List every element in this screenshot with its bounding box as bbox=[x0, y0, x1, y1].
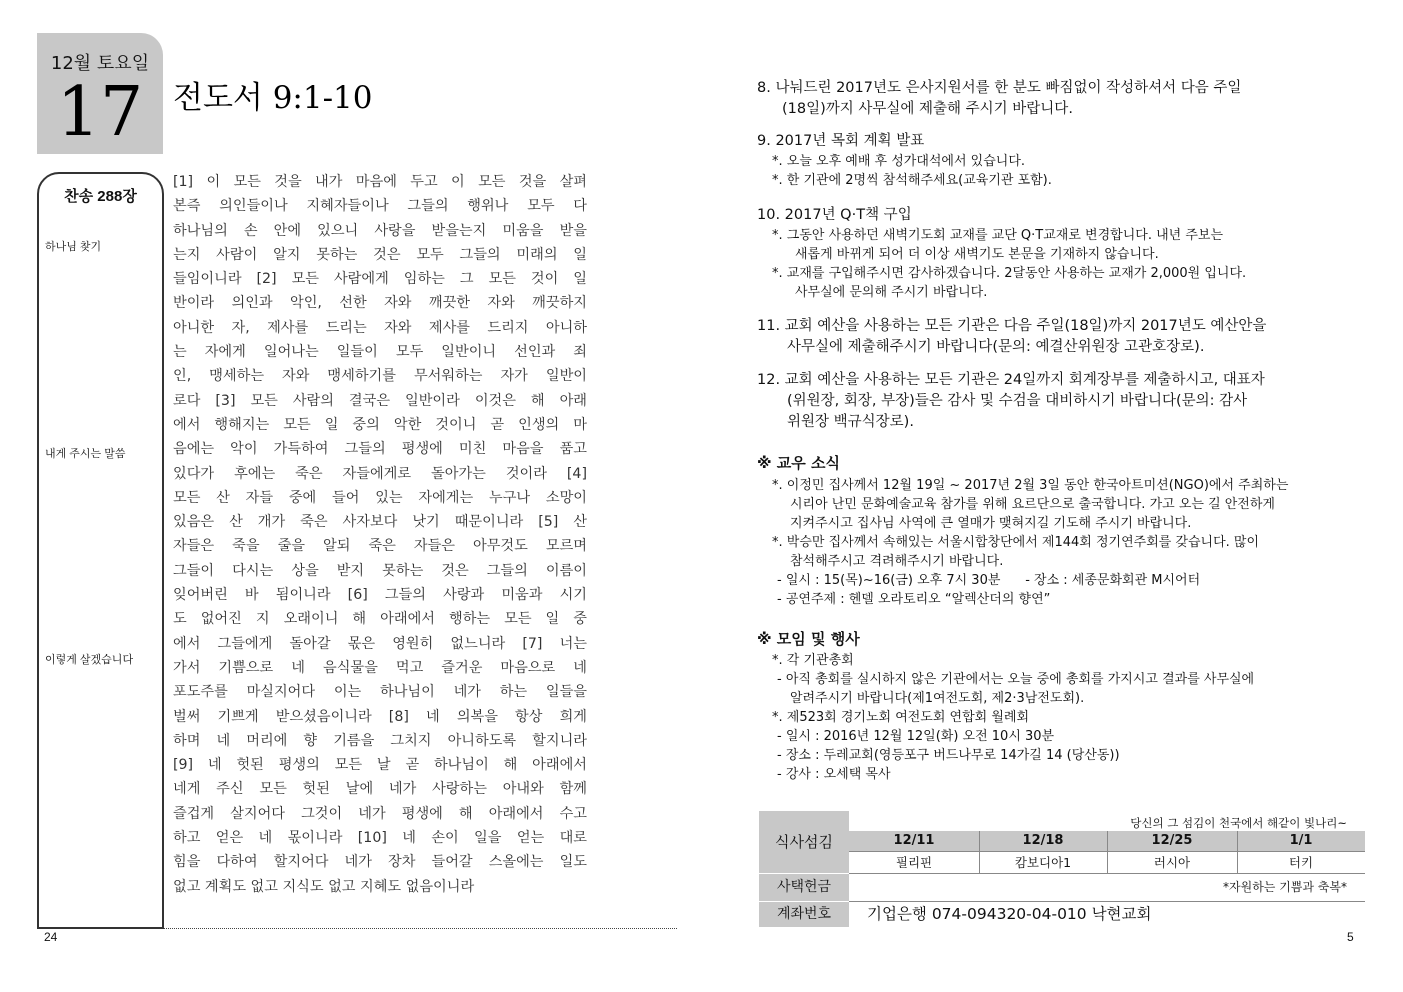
scripture-line: 하며 네 머리에 향 기름을 그치지 아니하도록 할지니라 bbox=[173, 732, 587, 749]
notice-line: 위원장 백규식장로). bbox=[787, 414, 914, 430]
notice-line: 8. 나눠드린 2017년도 은사지원서를 한 분도 빠짐없이 작성하셔서 다음 주일 bbox=[757, 80, 1242, 96]
scripture-line: 벌써 기쁘게 받으셨음이니라 [8] 네 의복을 항상 희게 bbox=[173, 708, 587, 725]
account-label: 계좌번호 bbox=[759, 902, 849, 927]
scripture-line: 잊어버린 바 됨이니라 [6] 그들의 사랑과 미움과 시기 bbox=[173, 587, 587, 604]
scripture-line: 없고 계획도 없고 지식도 없고 지혜도 없음이니라 bbox=[173, 878, 475, 895]
news-line: - 일시 : 15(목)~16(금) 오후 7시 30분 - 장소 : 세종문화회관 M시어터 bbox=[777, 573, 1201, 588]
scripture-line: 포도주를 마실지어다 이는 하나님이 네가 하는 일들을 bbox=[173, 684, 587, 701]
date-tab bbox=[37, 33, 163, 154]
table-rule bbox=[979, 831, 980, 873]
news-line: 참석해주시고 격려해주시기 바랍니다. bbox=[790, 554, 1004, 569]
news-line: *. 이정민 집사께서 12월 19일 ~ 2017년 2월 3일 동안 한국아트미션(NGO)에서 주최하는 bbox=[772, 478, 1289, 493]
side-label-word-for-me: 내게 주시는 말씀 bbox=[45, 448, 126, 460]
date-cell: 12/25 bbox=[1107, 831, 1237, 851]
scripture-line: 본즉 의인들이나 지혜자들이나 그들의 행위나 모두 다 bbox=[173, 198, 587, 215]
news-line: - 공연주제 : 헨델 오라토리오 “알렉산더의 향연” bbox=[777, 592, 1051, 607]
scripture-line: 하나님의 손 안에 있으니 사랑을 받을는지 미움을 받을 bbox=[173, 222, 587, 239]
notice-item-10 bbox=[757, 205, 1246, 302]
country-cell: 캄보디아1 bbox=[1014, 855, 1072, 870]
page-number-right: 5 bbox=[1347, 930, 1354, 944]
scripture-line: 반이라 의인과 악인, 선한 자와 깨끗한 자와 깨끗하지 bbox=[173, 295, 587, 312]
notice-line: *. 교재를 구입해주시면 감사하겠습니다. 2달동안 사용하는 교재가 2,000원 입니다. bbox=[772, 266, 1247, 281]
notice-line: *. 한 기관에 2명씩 참석해주세요(교육기관 포함). bbox=[772, 173, 1052, 188]
service-info-table bbox=[759, 811, 1365, 927]
scripture-line: 그들이 다시는 상을 받지 못하는 것은 그들의 이름이 bbox=[173, 562, 587, 579]
country-cell: 터키 bbox=[1288, 855, 1314, 870]
scripture-line: 힘을 다하여 할지어다 네가 장차 들어갈 스올에는 일도 bbox=[173, 854, 587, 871]
notice-line: 11. 교회 예산을 사용하는 모든 기관은 다음 주일(18일)까지 2017년도 예산안을 bbox=[757, 318, 1267, 334]
event-line: - 아직 총회를 실시하지 않은 기관에서는 오늘 중에 총회를 가지시고 결과를 사무실에 bbox=[777, 672, 1255, 687]
scripture-line: 자들은 죽을 줄을 알되 죽은 자들은 아무것도 모르며 bbox=[173, 538, 587, 555]
scripture-line: 로다 [3] 모든 사람의 결국은 일반이라 이것은 해 아래 bbox=[173, 392, 587, 409]
scripture-line: 네게 주신 모든 헛된 날에 네가 사랑하는 아내와 함께 bbox=[173, 781, 587, 798]
notice-item-11 bbox=[757, 316, 1266, 358]
side-label-how-to-live: 이렇게 살겠습니다 bbox=[45, 654, 134, 666]
scripture-line: 있음은 산 개가 죽은 사자보다 낫기 때문이니라 [5] 산 bbox=[173, 514, 587, 531]
notice-line: *. 그동안 사용하던 새벽기도회 교재를 교단 Q·T교재로 변경합니다. 내년 주보는 bbox=[772, 228, 1224, 243]
scripture-line: 모든 산 자들 중에 들어 있는 자에게는 누구나 소망이 bbox=[173, 489, 587, 506]
notice-line: 사무실에 제출해주시기 바랍니다(문의: 예결산위원장 고관호장로). bbox=[787, 339, 1205, 355]
news-line: 지켜주시고 집사님 사역에 큰 열매가 맺혀지길 기도해 주시기 바랍니다. bbox=[790, 516, 1192, 531]
notice-line: *. 오늘 오후 예배 후 성가대석에서 있습니다. bbox=[772, 154, 1026, 169]
scripture-line: 는 자에게 일어나는 일들이 모두 일반이니 선인과 죄 bbox=[173, 344, 587, 361]
notice-line: 사무실에 문의해 주시기 바랍니다. bbox=[795, 285, 988, 300]
notice-item-12 bbox=[757, 370, 1265, 433]
house-offering-label: 사택헌금 bbox=[759, 874, 849, 901]
account-number: 기업은행 074-094320-04-010 낙현교회 bbox=[867, 905, 1152, 923]
event-line: - 장소 : 두레교회(영등포구 버드나무로 14가길 14 (당산동)) bbox=[777, 748, 1120, 763]
scripture-line: 음에는 악이 가득하여 그들의 평생에 미친 마음을 품고 bbox=[173, 441, 587, 458]
scripture-line: 도 없어진 지 오래이니 해 아래에서 행하는 모든 일 중 bbox=[173, 611, 587, 628]
scripture-line: 가서 기쁨으로 네 음식물을 먹고 즐거운 마음으로 네 bbox=[173, 659, 587, 676]
hymn-number: 찬송 288장 bbox=[64, 188, 137, 205]
event-line: 알려주시기 바랍니다(제1여전도회, 제2·3남전도회). bbox=[790, 691, 1085, 706]
news-line: *. 박승만 집사께서 속해있는 서울시합창단에서 제144회 정기연주회를 갖습니다. 많이 bbox=[772, 535, 1260, 550]
page-divider bbox=[164, 928, 677, 929]
notice-line: 12. 교회 예산을 사용하는 모든 기관은 24일까지 회계장부를 제출하시고, 대표자 bbox=[757, 372, 1265, 388]
date-cell: 12/18 bbox=[979, 831, 1107, 851]
news-line: 시리아 난민 문화예술교육 참가를 위해 요르단으로 출국합니다. 가고 오는 길 안전하게 bbox=[790, 497, 1275, 512]
notice-item-9 bbox=[757, 131, 1052, 190]
side-label-seek-god: 하나님 찾기 bbox=[45, 241, 102, 253]
scripture-line: 아니한 자, 제사를 드리는 자와 제사를 드리지 아니하 bbox=[173, 319, 587, 336]
scripture-text bbox=[173, 170, 587, 899]
notice-title: 9. 2017년 목회 계획 발표 bbox=[757, 133, 925, 149]
scripture-line: 있다가 후에는 죽은 자들에게로 돌아가는 것이라 [4] bbox=[173, 465, 587, 482]
section-title-member-news: ※ 교우 소식 bbox=[757, 454, 840, 472]
date-cell: 12/11 bbox=[849, 831, 979, 851]
date-cell: 1/1 bbox=[1237, 831, 1365, 851]
date-day: 17 bbox=[56, 73, 144, 152]
offering-note: *자원하는 기쁨과 축복* bbox=[1223, 880, 1347, 894]
scripture-line: 에서 그들에게 돌아갈 몫은 영원히 없느니라 [7] 너는 bbox=[173, 635, 587, 652]
meditation-sidebar bbox=[37, 172, 164, 929]
meal-service-label: 식사섬김 bbox=[759, 811, 849, 873]
notice-line: (18일)까지 사무실에 제출해 주시기 바랍니다. bbox=[782, 101, 1073, 117]
scripture-line: 에서 행해지는 모든 일 중의 악한 것이니 곧 인생의 마 bbox=[173, 416, 587, 433]
event-line: - 강사 : 오세택 목사 bbox=[777, 767, 891, 782]
notice-line: (위원장, 회장, 부장)들은 감사 및 수검을 대비하시기 바랍니다(문의: 감사 bbox=[787, 393, 1248, 409]
notice-item-8 bbox=[757, 78, 1241, 120]
country-cell: 필리핀 bbox=[895, 855, 933, 870]
notice-line: 새롭게 바뀌게 되어 더 이상 새벽기도 본문을 기재하지 않습니다. bbox=[795, 247, 1159, 262]
section-title-events: ※ 모임 및 행사 bbox=[757, 630, 860, 648]
table-caption: 당신의 그 섬김이 천국에서 해같이 빛나리~ bbox=[1130, 816, 1347, 830]
event-line: - 일시 : 2016년 12월 12일(화) 오전 10시 30분 bbox=[777, 729, 1055, 744]
notice-title: 10. 2017년 Q·T책 구입 bbox=[757, 207, 912, 223]
table-rule bbox=[1107, 831, 1108, 873]
event-line: *. 각 기관총회 bbox=[772, 653, 854, 668]
table-rule bbox=[1237, 831, 1238, 873]
events-section bbox=[757, 628, 1254, 784]
scripture-line: [9] 네 헛된 평생의 모든 날 곧 하나님이 해 아래에서 bbox=[173, 757, 587, 774]
scripture-line: 즐겁게 살지어다 그것이 네가 평생에 해 아래에서 수고 bbox=[173, 805, 587, 822]
scripture-line: 들임이니라 [2] 모든 사람에게 임하는 그 모든 것이 일 bbox=[173, 271, 587, 288]
member-news-section bbox=[757, 452, 1288, 609]
page-number-left: 24 bbox=[44, 930, 58, 944]
passage-title: 전도서 9:1-10 bbox=[173, 80, 373, 116]
date-label: 12월 토요일 bbox=[50, 53, 150, 74]
scripture-line: 는지 사람이 알지 못하는 것은 모두 그들의 미래의 일 bbox=[173, 246, 587, 263]
country-cell: 러시아 bbox=[1153, 855, 1191, 870]
event-line: *. 제523회 경기노회 여전도회 연합회 월례회 bbox=[772, 710, 1030, 725]
scripture-line: [1] 이 모든 것을 내가 마음에 두고 이 모든 것을 살펴 bbox=[173, 174, 587, 190]
scripture-line: 인, 맹세하는 자와 맹세하기를 무서워하는 자가 일반이 bbox=[173, 368, 587, 385]
scripture-line: 하고 얻은 네 몫이니라 [10] 네 손이 일을 얻는 대로 bbox=[173, 830, 587, 847]
